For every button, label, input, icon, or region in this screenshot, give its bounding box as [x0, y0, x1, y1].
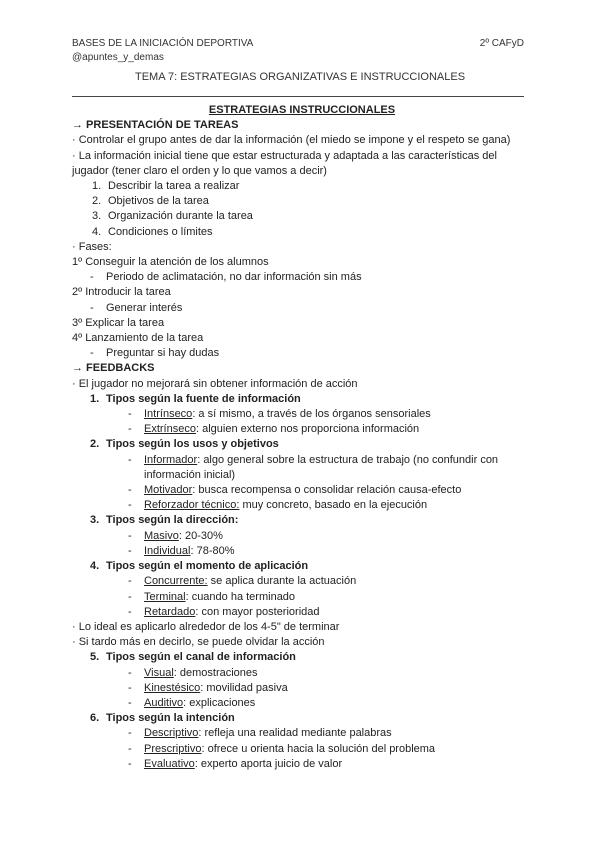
list-number: 2.	[92, 195, 102, 208]
fase-item: 3º Explicar la tarea	[72, 316, 165, 329]
feedback-subtype: - Individual: 78-80%	[128, 544, 235, 557]
feedback-subtype: - Descriptivo: refleja una realidad mediante palabras	[128, 727, 392, 740]
section-heading: ESTRATEGIAS INSTRUCCIONALES	[208, 104, 396, 116]
paragraph: · Controlar el grupo antes de dar la información (el miedo se impone y el respeto se gana)	[72, 134, 511, 147]
subsection-title-feedbacks: → FEEDBACKS	[72, 362, 155, 375]
fase-item: 1º Conseguir la atención de los alumnos	[72, 256, 269, 269]
list-number: 3.	[92, 210, 102, 223]
list-number: 1.	[92, 180, 102, 193]
list-text: Organización durante la tarea	[108, 210, 253, 223]
feedback-type-title: 1. Tipos según la fuente de información	[90, 392, 301, 405]
feedback-subtype: - Intrínseco: a sí mismo, a través de los órganos sensoriales	[128, 408, 431, 421]
feedback-subtype: - Auditivo: explicaciones	[128, 696, 256, 709]
list-item	[72, 194, 532, 209]
list-text: Describir la tarea a realizar	[108, 180, 240, 193]
feedback-subtype: - Kinestésico: movilidad pasiva	[128, 681, 288, 694]
document-body	[72, 103, 532, 772]
subsection-title-tareas: → PRESENTACIÓN DE TAREAS	[72, 119, 239, 132]
list-item	[72, 209, 532, 224]
feedback-type-title: 2. Tipos según los usos y objetivos	[90, 438, 279, 451]
feedback-subtype: - Motivador: busca recompensa o consolidar relación causa-efecto	[128, 484, 462, 497]
feedback-subtype: - Reforzador técnico: muy concreto, basado en la ejecución	[128, 499, 428, 512]
feedback-type-title: 5. Tipos según el canal de información	[90, 651, 296, 664]
feedback-type-title: 6. Tipos según la intención	[90, 712, 235, 725]
list-item	[72, 179, 532, 194]
fase-item: 2º Introducir la tarea	[72, 286, 171, 299]
feedback-subtype: - Masivo: 20-30%	[128, 529, 223, 542]
feedback-subtype: - Extrínseco: alguien externo nos proporciona información	[128, 423, 420, 436]
paragraph: · Lo ideal es aplicarlo alrededor de los 4-5" de terminar	[72, 620, 340, 633]
feedback-subtype: - Evaluativo: experto aporta juicio de valor	[128, 757, 343, 770]
fase-item: 4º Lanzamiento de la tarea	[72, 332, 204, 345]
list-item	[72, 225, 532, 240]
feedback-subtype-continuation: información inicial)	[144, 468, 236, 481]
feedback-subtype: - Prescriptivo: ofrece u orienta hacia la solución del problema	[128, 742, 436, 755]
title-divider	[72, 96, 524, 97]
paragraph: · El jugador no mejorará sin obtener información de acción	[72, 377, 358, 390]
paragraph: · La información inicial tiene que estar estructurada y adaptada a las características del jugador (tener claro el orden y lo que vamos a decir)	[72, 149, 497, 177]
fase-detail: - Preguntar si hay dudas	[90, 347, 220, 360]
fase-detail: - Periodo de aclimatación, no dar información sin más	[90, 271, 362, 284]
feedback-subtype: - Informador: algo general sobre la estructura de trabajo (no confundir con	[128, 453, 499, 466]
list-number: 4.	[92, 225, 102, 238]
feedback-type-title: 3. Tipos según la dirección:	[90, 514, 239, 527]
list-text: Objetivos de la tarea	[108, 195, 209, 208]
page-title: TEMA 7: ESTRATEGIAS ORGANIZATIVAS E INSTRUCCIONALES	[134, 71, 466, 83]
fase-detail: - Generar interés	[90, 301, 183, 314]
paragraph: · Si tardo más en decirlo, se puede olvidar la acción	[72, 636, 325, 649]
author-handle: @apuntes_y_demas	[72, 52, 164, 63]
feedback-type-title: 4. Tipos según el momento de aplicación	[90, 560, 309, 573]
course-name: BASES DE LA INICIACIÓN DEPORTIVA	[72, 38, 254, 49]
course-year: 2º CAFyD	[479, 38, 524, 49]
fases-label: · Fases:	[72, 240, 112, 253]
feedback-subtype: - Visual: demostraciones	[128, 666, 258, 679]
feedback-subtype: - Concurrente: se aplica durante la actuación	[128, 575, 357, 588]
feedback-subtype: - Terminal: cuando ha terminado	[128, 590, 296, 603]
list-text: Condiciones o límites	[108, 225, 213, 238]
feedback-subtype: - Retardado: con mayor posterioridad	[128, 605, 320, 618]
